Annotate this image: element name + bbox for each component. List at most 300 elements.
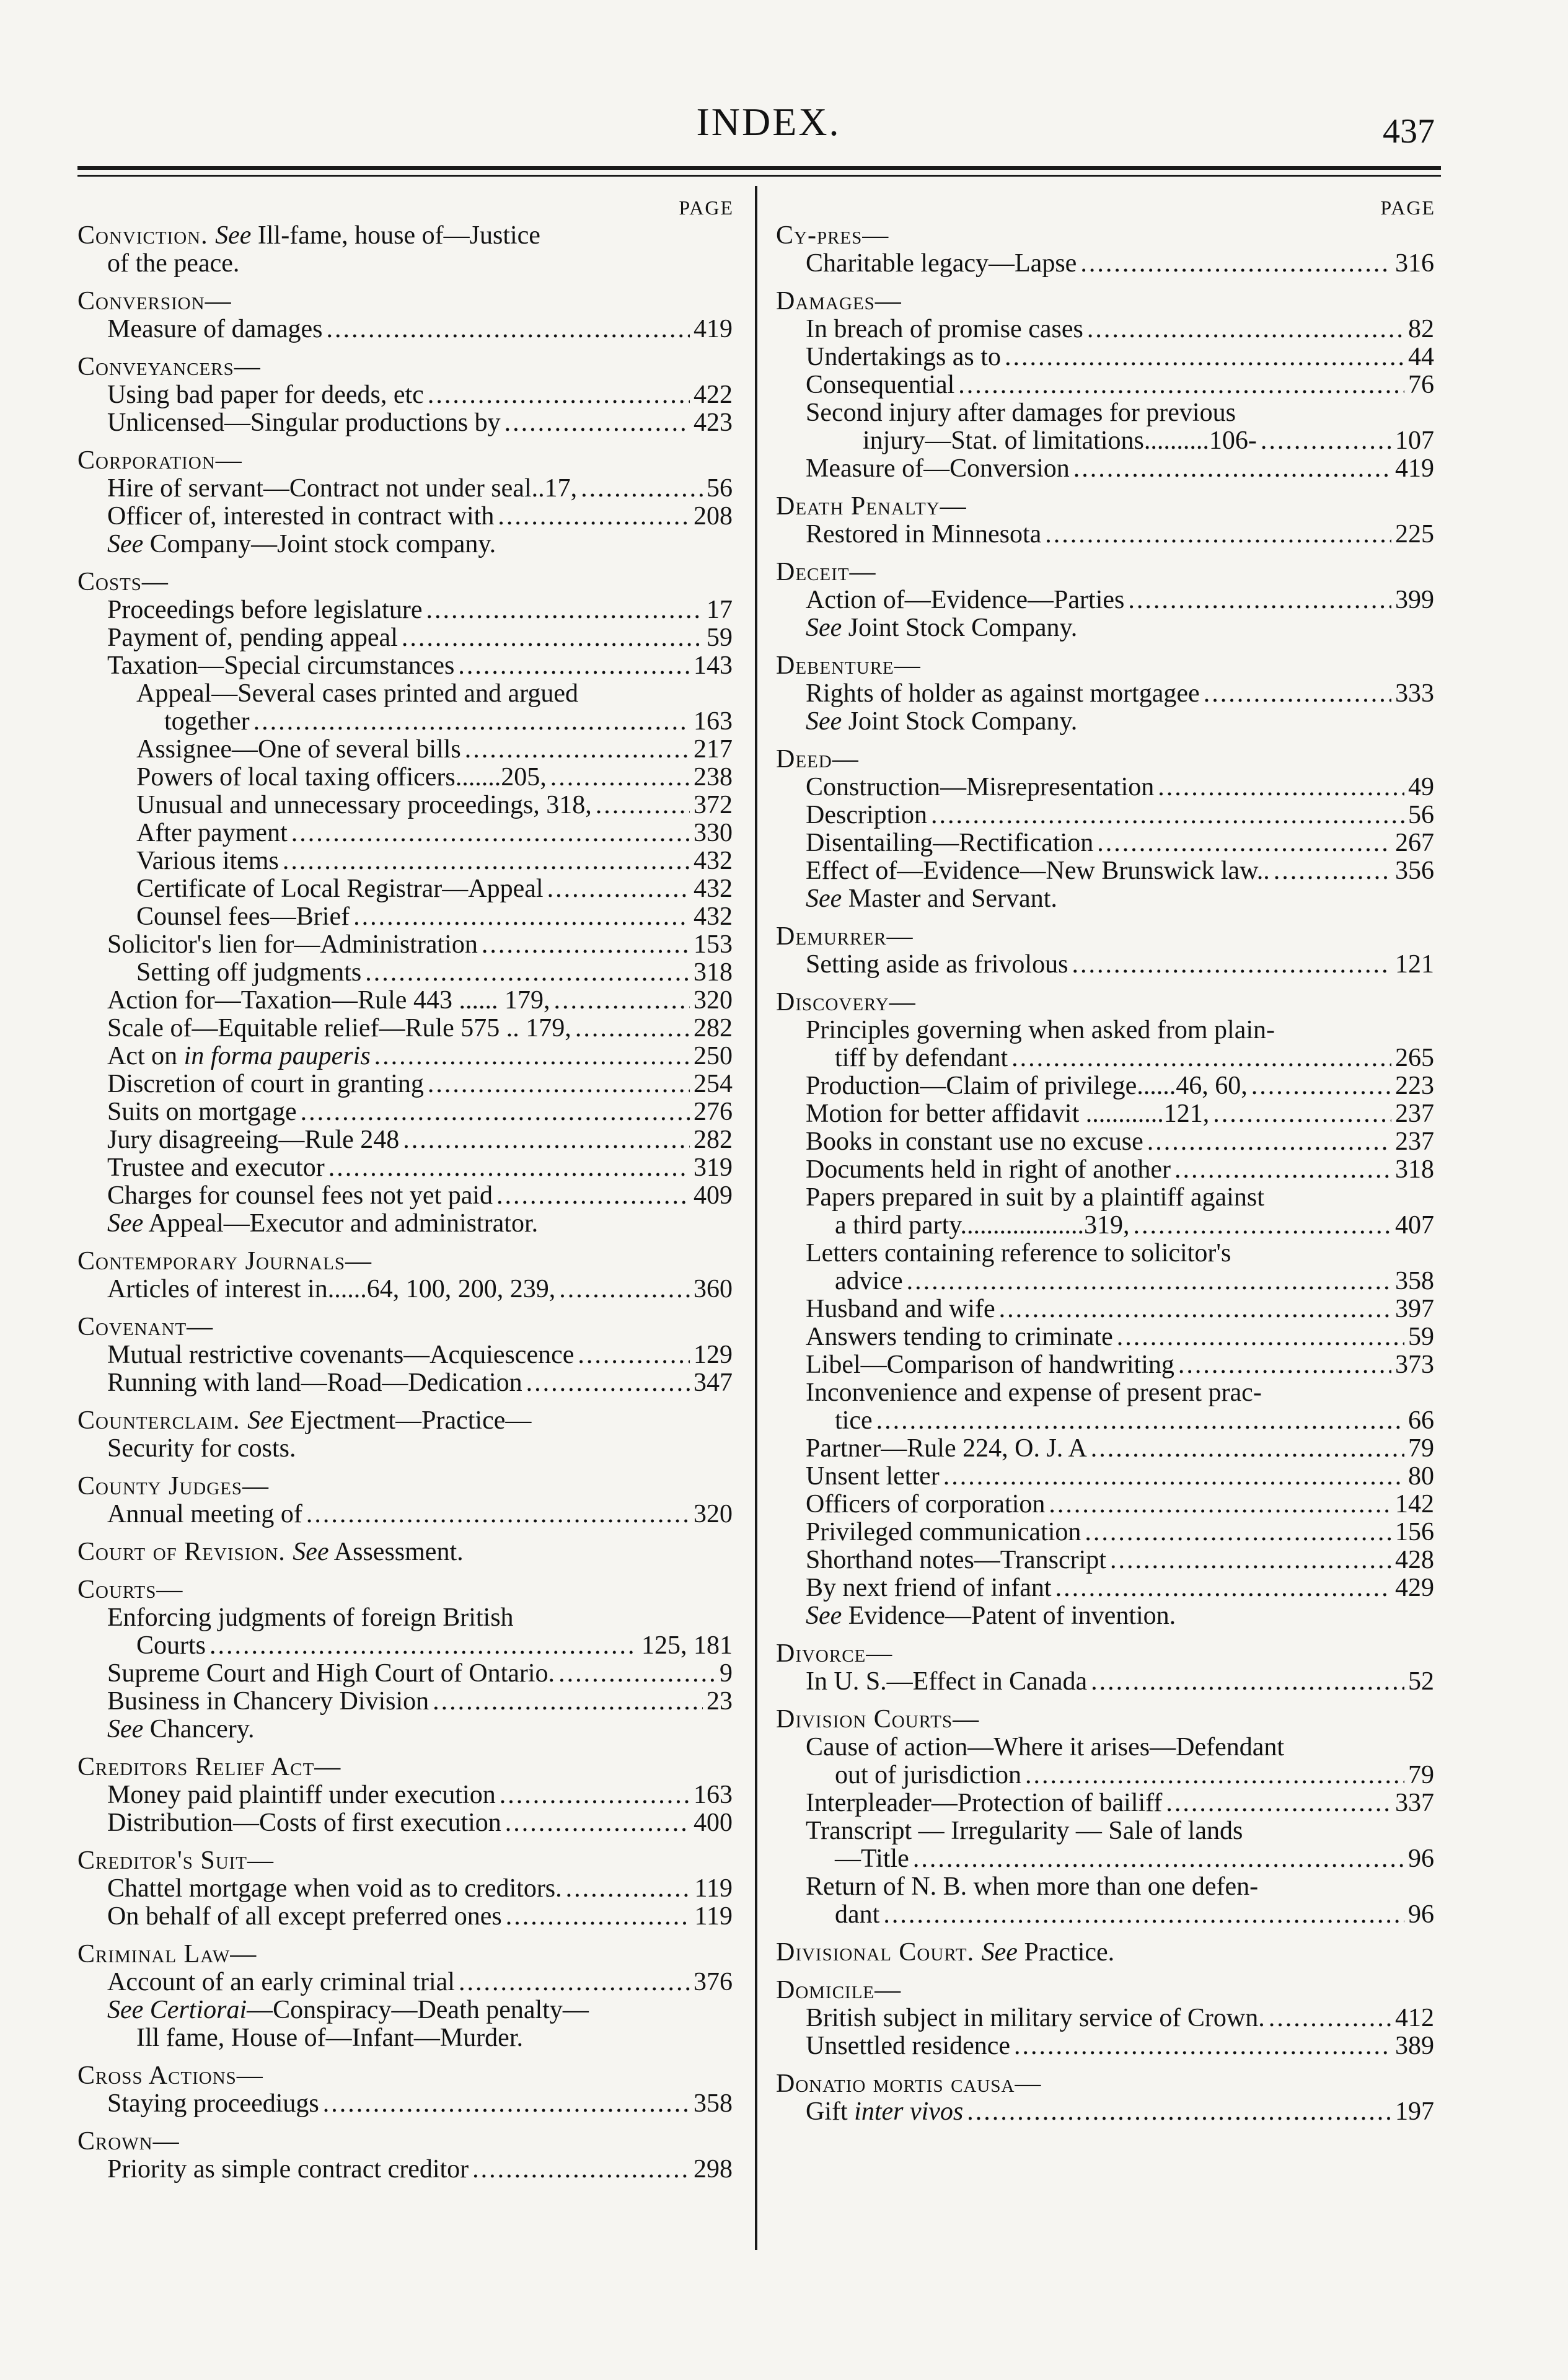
page-ref: 129 <box>694 1341 733 1369</box>
subentry-text <box>107 1070 424 1098</box>
index-subentry <box>776 1463 1439 1491</box>
entry-heading <box>776 1939 1439 1967</box>
subentry-words: Second injury after damages for previous <box>806 399 1236 427</box>
index-subentry <box>776 1295 1439 1323</box>
leader-dots <box>913 1845 1404 1873</box>
index-subentry <box>776 399 1439 427</box>
subentry-text <box>806 1128 1143 1156</box>
page-ref: 250 <box>694 1042 733 1070</box>
index-entry <box>776 493 1439 549</box>
heading-text: Donatio mortis causa— <box>776 2069 1042 2098</box>
index-subentry <box>776 708 1439 736</box>
page-ref: 208 <box>694 502 733 531</box>
index-subentry <box>776 1574 1439 1602</box>
index-subentry <box>77 1716 738 1743</box>
subentry-text <box>136 2024 523 2052</box>
subentry-words: Unsettled residence <box>806 2032 1011 2060</box>
subentry-text <box>107 503 494 531</box>
page-ref: 318 <box>1395 1155 1434 1184</box>
subentry-words: Master and Servant. <box>842 884 1057 913</box>
right-entries <box>776 222 1439 2126</box>
index-subentry <box>776 857 1439 885</box>
entry-heading <box>77 2128 738 2156</box>
subentry-text <box>806 1435 1087 1463</box>
heading-text: County Judges— <box>77 1472 270 1501</box>
entry-heading <box>776 1640 1439 1668</box>
subentry-words: Transcript — Irregularity — Sale of lands <box>806 1817 1243 1845</box>
subentry-words: Interpleader—Protection of bailiff <box>806 1789 1163 1817</box>
leader-dots <box>1269 2004 1391 2032</box>
subentry-words: British subject in military service of Crown. <box>806 2004 1265 2032</box>
index-subentry <box>776 371 1439 399</box>
page-ref: 337 <box>1395 1789 1434 1817</box>
index-subentry <box>77 764 738 791</box>
subentry-text <box>107 530 496 558</box>
page-ref: 267 <box>1395 829 1434 857</box>
subentry-text <box>107 315 323 343</box>
page-ref: 429 <box>1395 1574 1434 1602</box>
subentry-words: Chattel mortgage when void as to creditors. <box>107 1874 562 1903</box>
index-subentry <box>77 680 738 708</box>
page-ref: 79 <box>1408 1761 1434 1789</box>
subentry-words: Unlicensed—Singular productions by <box>107 408 501 437</box>
index-subentry <box>77 1015 738 1042</box>
subentry-words: Libel—Comparison of handwriting <box>806 1351 1174 1379</box>
subentry-words: Unsent letter <box>806 1462 940 1491</box>
page-ref: 119 <box>694 1874 733 1903</box>
leader-dots <box>876 1407 1404 1435</box>
subentry-text <box>136 791 592 819</box>
index-subentry <box>776 801 1439 829</box>
index-subentry <box>77 1154 738 1182</box>
heading-text: Debenture— <box>776 651 921 680</box>
subentry-words: Running with land—Road—Dedication <box>107 1368 522 1397</box>
heading-text: Death Penalty— <box>776 492 967 521</box>
subentry-words: Charitable legacy—Lapse <box>806 249 1077 278</box>
index-entry <box>77 1753 738 1837</box>
page-ref: 412 <box>1395 2004 1434 2032</box>
subentry-text <box>107 624 398 652</box>
index-subentry <box>77 1903 738 1931</box>
leader-dots <box>575 1015 690 1042</box>
page-ref: 419 <box>1395 454 1434 483</box>
index-entry <box>77 1941 738 2052</box>
index-entry <box>77 1407 738 1463</box>
page-ref: 17 <box>707 596 733 624</box>
subentry-text <box>806 1072 1248 1100</box>
subentry-text <box>107 1781 496 1809</box>
subentry-words: Restored in Minnesota <box>806 520 1042 549</box>
page-ref: 125, 181 <box>641 1631 733 1660</box>
index-subentry <box>77 847 738 875</box>
subentry-words: Undertakings as to <box>806 343 1001 371</box>
subentry-text <box>107 1875 562 1903</box>
entry-heading <box>77 1538 738 1566</box>
subentry-words: Appeal—Executor and administrator. <box>143 1209 539 1238</box>
index-entry <box>776 1640 1439 1696</box>
page-ref: 197 <box>1395 2097 1434 2126</box>
subentry-words: out of jurisdiction <box>835 1761 1021 1789</box>
heading-text: Deed— <box>776 745 859 774</box>
subentry-words: By next friend of infant <box>806 1574 1052 1602</box>
heading-text: Demurrer— <box>776 922 914 951</box>
index-subentry <box>77 2156 738 2184</box>
entry-heading <box>776 746 1439 774</box>
leader-dots <box>328 1154 690 1182</box>
subentry-words: Account of an early criminal trial <box>107 1968 455 1996</box>
subentry-words: —Conspiracy—Death penalty— <box>247 1996 589 2024</box>
index-subentry <box>77 1098 738 1126</box>
page-number: 437 <box>1383 112 1435 151</box>
leader-dots <box>1158 774 1404 801</box>
page-ref: 376 <box>694 1968 733 1996</box>
subentry-text <box>107 1042 371 1070</box>
subentry-text <box>806 343 1001 371</box>
subentry-text <box>806 1491 1045 1518</box>
index-subentry <box>776 1845 1439 1873</box>
index-subentry <box>776 951 1439 979</box>
index-entry <box>776 222 1439 278</box>
subentry-text <box>136 903 350 931</box>
index-subentry <box>77 875 738 903</box>
page-ref: 276 <box>694 1098 733 1126</box>
subentry-text <box>806 1323 1113 1351</box>
index-subentry <box>776 2098 1439 2126</box>
index-subentry <box>77 791 738 819</box>
subentry-text <box>806 857 1270 885</box>
index-subentry <box>77 708 738 736</box>
page-ref: 389 <box>1395 2032 1434 2060</box>
index-entry <box>776 558 1439 642</box>
subentry-words: In U. S.—Effect in Canada <box>806 1667 1088 1696</box>
leader-dots <box>327 315 690 343</box>
index-subentry <box>77 2090 738 2118</box>
see-ref-text: Ill-fame, house of—Justice <box>251 221 540 250</box>
page-ref: 76 <box>1408 371 1434 399</box>
index-subentry <box>776 1761 1439 1789</box>
leader-dots <box>465 736 690 764</box>
entry-heading <box>77 353 738 381</box>
leader-dots <box>374 1042 690 1070</box>
index-subentry <box>77 1660 738 1688</box>
index-subentry <box>776 1734 1439 1761</box>
subentry-words: Charges for counsel fees not yet paid <box>107 1181 493 1210</box>
subentry-text <box>107 1182 493 1210</box>
heading-text: Crown— <box>77 2127 180 2156</box>
subentry-words: Motion for better affidavit ............121, <box>806 1100 1210 1128</box>
index-subentry <box>77 596 738 624</box>
index-entry <box>776 989 1439 1630</box>
heading-text: Cy-pres— <box>776 221 889 250</box>
leader-dots <box>283 847 690 875</box>
index-subentry <box>776 1901 1439 1929</box>
subentry-text <box>835 1044 1008 1072</box>
index-subentry <box>776 1491 1439 1518</box>
page-ref: 432 <box>694 875 733 903</box>
subentry-text <box>107 1688 429 1716</box>
subentry-text <box>806 1351 1174 1379</box>
subentry-text <box>806 707 1077 736</box>
subentry-text <box>107 381 424 409</box>
see-ref-label: See <box>806 707 842 736</box>
subentry-words: On behalf of all except preferred ones <box>107 1902 502 1931</box>
page-ref: 409 <box>694 1181 733 1210</box>
heading-text: Divorce— <box>776 1639 893 1668</box>
see-ref-label: See <box>107 1715 144 1743</box>
index-subentry <box>77 1369 738 1397</box>
page-ref: 400 <box>694 1809 733 1837</box>
subentry-text <box>107 1660 555 1688</box>
index-entry <box>77 1847 738 1931</box>
heading-text: Division Courts— <box>776 1705 980 1734</box>
subentry-words: Jury disagreeing—Rule 248 <box>107 1126 400 1154</box>
index-entry <box>77 2062 738 2118</box>
heading-text: Creditors Relief Act— <box>77 1753 341 1781</box>
subentry-words: a third party...................319, <box>835 1211 1130 1240</box>
see-ref-label: See <box>806 614 842 642</box>
subentry-text <box>136 819 288 847</box>
subentry-words: Distribution—Costs of first execution <box>107 1809 501 1837</box>
index-subentry <box>776 427 1439 455</box>
subentry-text <box>806 1872 1258 1901</box>
index-subentry <box>776 1072 1439 1100</box>
index-subentry <box>77 531 738 558</box>
subentry-words: Joint Stock Company. <box>842 614 1078 642</box>
leader-dots <box>323 2090 690 2118</box>
page-ref: 282 <box>694 1014 733 1042</box>
subentry-words: Taxation—Special circumstances <box>107 651 455 680</box>
index-subentry <box>77 409 738 437</box>
subentry-words: Scale of—Equitable relief—Rule 575 .. 179, <box>107 1014 571 1042</box>
page-ref: 79 <box>1408 1434 1434 1463</box>
index-entry <box>776 1939 1439 1967</box>
index-subentry <box>77 1688 738 1716</box>
entry-heading <box>77 222 738 250</box>
leader-dots <box>209 1632 638 1660</box>
heading-text: Damages— <box>776 287 902 315</box>
subentry-text <box>806 521 1041 549</box>
see-ref-label: See <box>107 530 144 558</box>
page-ref: 56 <box>1408 801 1434 829</box>
subentry-text <box>806 680 1200 708</box>
index-subentry <box>77 624 738 652</box>
index-subentry <box>77 1781 738 1809</box>
page-ref: 399 <box>1395 586 1434 614</box>
index-subentry <box>77 315 738 343</box>
entry-heading <box>776 1977 1439 2004</box>
subentry-text <box>806 614 1077 642</box>
leader-dots <box>459 1968 690 1996</box>
page-ref: 96 <box>1408 1900 1434 1929</box>
right-column <box>776 193 1439 2136</box>
leader-dots <box>1110 1546 1391 1574</box>
column-divider <box>755 186 757 2250</box>
index-subentry <box>77 1632 738 1660</box>
page-ref: 49 <box>1408 773 1434 801</box>
subentry-words: Disentailing—Rectification <box>806 829 1094 857</box>
page-column-label: PAGE <box>1380 196 1435 219</box>
leader-dots <box>1128 586 1391 614</box>
index-subentry <box>776 1156 1439 1184</box>
subentry-words: Papers prepared in suit by a plaintiff against <box>806 1183 1264 1212</box>
subentry-words: Effect of—Evidence—New Brunswick law.. <box>806 857 1270 885</box>
subentry-text <box>107 1715 255 1743</box>
heading-text: Criminal Law— <box>77 1940 257 1968</box>
index-entry <box>77 1473 738 1528</box>
leader-dots <box>1091 1435 1404 1463</box>
leader-dots <box>596 791 690 819</box>
subentry-words: Gift <box>806 2097 855 2126</box>
subentry-text <box>136 764 547 791</box>
page-ref: 347 <box>694 1368 733 1397</box>
subentry-words: Principles governing when asked from plain- <box>806 1016 1275 1044</box>
leader-dots <box>496 1182 690 1210</box>
leader-dots <box>1213 1100 1391 1128</box>
leader-dots <box>1134 1212 1391 1240</box>
leader-dots <box>943 1463 1404 1491</box>
leader-dots <box>1087 315 1404 343</box>
index-subentry <box>77 1968 738 1996</box>
page-ref: 282 <box>694 1126 733 1154</box>
leader-dots <box>353 903 690 931</box>
subentry-words: Payment of, pending appeal <box>107 624 398 652</box>
subentry-words: Hire of servant—Contract not under seal..17, <box>107 474 578 503</box>
subentry-words: Production—Claim of privilege......46, 60, <box>806 1072 1248 1100</box>
subentry-text <box>107 987 550 1015</box>
page-header <box>77 93 1460 161</box>
index-subentry <box>776 2004 1439 2032</box>
index-entry <box>77 353 738 437</box>
leader-dots <box>428 1070 690 1098</box>
index-subentry <box>77 1341 738 1369</box>
leader-dots <box>999 1295 1391 1323</box>
subentry-text <box>806 315 1083 343</box>
subentry-words: Company—Joint stock company. <box>143 530 496 558</box>
page-ref: 358 <box>694 2089 733 2118</box>
index-subentry <box>77 1182 738 1210</box>
subentry-words: tice <box>835 1406 873 1435</box>
leader-dots <box>581 475 703 503</box>
index-subentry <box>776 829 1439 857</box>
page-ref: 423 <box>694 408 733 437</box>
index-subentry <box>77 503 738 531</box>
leader-dots <box>1174 1156 1391 1184</box>
subentry-text <box>806 586 1124 614</box>
subentry-words: Documents held in right of another <box>806 1155 1171 1184</box>
subentry-text <box>136 1632 206 1660</box>
leader-dots <box>931 801 1404 829</box>
page-ref: 320 <box>694 1500 733 1528</box>
subentry-text <box>107 475 577 503</box>
page-ref: 56 <box>707 474 733 503</box>
see-ref-text: Assessment. <box>328 1538 464 1566</box>
subentry-words: Construction—Misrepresentation <box>806 773 1155 801</box>
index-subentry <box>776 1184 1439 1212</box>
subentry-words: Trustee and executor <box>107 1153 325 1182</box>
subentry-words: Using bad paper for deeds, etc <box>107 381 424 409</box>
index-entry <box>77 222 738 278</box>
index-subentry <box>77 959 738 987</box>
subentry-words: Cause of action—Where it arises—Defendant <box>806 1733 1285 1761</box>
subentry-words: Assignee—One of several bills <box>136 735 461 764</box>
index-subentry <box>77 1604 738 1632</box>
subentry-words: Annual meeting of <box>107 1500 302 1528</box>
subentry-words: Description <box>806 801 927 829</box>
subentry-text <box>107 1098 297 1126</box>
index-subentry <box>776 680 1439 708</box>
entry-heading <box>77 1576 738 1604</box>
index-entry <box>77 1313 738 1397</box>
subentry-text <box>806 1733 1284 1761</box>
leader-dots <box>883 1901 1404 1929</box>
page-ref: 217 <box>694 735 733 764</box>
see-ref-label: See <box>247 1406 284 1435</box>
heading-text: Conviction. <box>77 221 208 250</box>
page-ref: 358 <box>1395 1267 1434 1295</box>
subentry-text <box>806 1574 1052 1602</box>
index-entry <box>776 746 1439 913</box>
leader-dots <box>458 652 690 680</box>
index-entry <box>776 288 1439 483</box>
index-subentry <box>77 381 738 409</box>
index-subentry <box>776 1518 1439 1546</box>
subentry-text <box>107 652 454 680</box>
subentry-text <box>806 1668 1087 1696</box>
entry-heading <box>77 1941 738 1968</box>
subentry-words: Return of N. B. when more than one defen- <box>806 1872 1259 1901</box>
index-subentry <box>77 1996 738 2024</box>
entry-heading <box>77 447 738 475</box>
subentry-words: Joint Stock Company. <box>842 707 1078 736</box>
subentry-words: dant <box>835 1900 880 1929</box>
subentry-words: Act on <box>107 1042 184 1070</box>
subentry-text <box>136 875 544 903</box>
subentry-words: Action of—Evidence—Parties <box>806 586 1125 614</box>
heading-continuation: Security for costs. <box>107 1434 296 1463</box>
page-ref: 419 <box>694 315 733 343</box>
index-entry <box>776 652 1439 736</box>
index-subentry <box>77 2024 738 2052</box>
page-ref: 356 <box>1395 857 1434 885</box>
index-entry <box>77 2128 738 2184</box>
left-entries <box>77 222 738 2184</box>
index-subentry <box>776 885 1439 913</box>
index-entry <box>776 923 1439 979</box>
leader-dots <box>1251 1072 1391 1100</box>
subentry-text <box>863 427 1257 455</box>
heading-text: Discovery— <box>776 988 916 1016</box>
index-subentry <box>77 819 738 847</box>
page-ref: 143 <box>694 651 733 680</box>
index-subentry <box>77 652 738 680</box>
index-entry <box>776 1977 1439 2060</box>
subentry-words: tiff by defendant <box>835 1044 1008 1072</box>
leader-dots <box>1097 829 1391 857</box>
leader-dots <box>559 1276 690 1303</box>
index-subentry <box>776 1044 1439 1072</box>
index-subentry <box>776 1016 1439 1044</box>
index-subentry <box>77 1276 738 1303</box>
page-ref: 225 <box>1395 520 1434 549</box>
index-subentry <box>776 1602 1439 1630</box>
page-ref: 237 <box>1395 1100 1434 1128</box>
subentry-text <box>107 1154 325 1182</box>
see-ref-text: Ejectment—Practice— <box>283 1406 532 1435</box>
subentry-words: advice <box>835 1267 903 1295</box>
heading-text: Court of Revision. <box>77 1538 286 1566</box>
page-ref: 330 <box>694 819 733 847</box>
subentry-words: Books in constant use no excuse <box>806 1127 1143 1156</box>
